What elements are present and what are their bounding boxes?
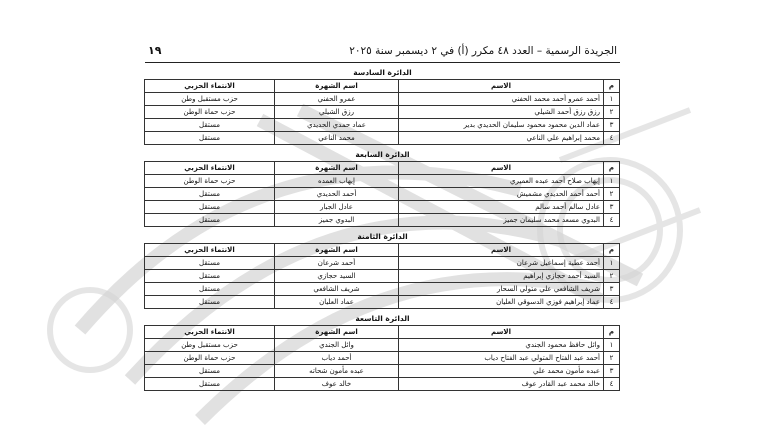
cell-name: إيهاب صلاح أحمد عبده العميري <box>399 175 604 188</box>
cell-number: ٣ <box>604 119 620 132</box>
cell-name: أحمد عمرو أحمد محمد الحفني <box>399 93 604 106</box>
table-row <box>145 283 620 296</box>
table-row <box>145 270 620 283</box>
cell-name: وائل حافظ محمود الجندي <box>399 339 604 352</box>
cell-name: عبده مأمون محمد علي <box>399 365 604 378</box>
cell-name: البدوي مسعد محمد سليمان جميز <box>399 214 604 227</box>
col-header-num: م <box>604 326 620 339</box>
cell-fame-name: إيهاب العمده <box>275 175 399 188</box>
cell-fame-name: محمد الناعي <box>275 132 399 145</box>
table-row <box>145 378 620 391</box>
table-row <box>145 257 620 270</box>
sections-container <box>145 66 620 391</box>
col-header-party: الانتماء الحزبي <box>145 162 275 175</box>
page-header <box>145 44 620 60</box>
col-header-fame: اسم الشهرة <box>275 162 399 175</box>
col-header-fame: اسم الشهرة <box>275 326 399 339</box>
district-title: الدائرة التاسعة <box>355 314 410 323</box>
district-title: الدائرة السابعة <box>355 150 410 159</box>
col-header-fame: اسم الشهرة <box>275 80 399 93</box>
district-title: الدائرة السادسة <box>353 68 412 77</box>
cell-number: ٤ <box>604 296 620 309</box>
cell-name: السيد أحمد حجازي إبراهيم <box>399 270 604 283</box>
col-header-party: الانتماء الحزبي <box>145 80 275 93</box>
table-row <box>145 214 620 227</box>
cell-party: حزب مستقبل وطن <box>145 93 275 106</box>
cell-fame-name: شريف الشافعي <box>275 283 399 296</box>
cell-name: شريف الشافعي علي متولي السحار <box>399 283 604 296</box>
cell-name: خالد محمد عبد القادر عوف <box>399 378 604 391</box>
cell-name: عماد إبراهيم فوزي الدسوقي العليان <box>399 296 604 309</box>
cell-fame-name: البدوي جميز <box>275 214 399 227</box>
col-header-party: الانتماء الحزبي <box>145 244 275 257</box>
candidates-table <box>144 161 620 227</box>
cell-number: ١ <box>604 339 620 352</box>
col-header-num: م <box>604 244 620 257</box>
cell-party: مستقل <box>145 270 275 283</box>
table-row <box>145 201 620 214</box>
cell-number: ٢ <box>604 352 620 365</box>
cell-number: ٤ <box>604 132 620 145</box>
cell-name: عادل سالم أحمد سالم <box>399 201 604 214</box>
cell-party: مستقل <box>145 365 275 378</box>
table-row <box>145 188 620 201</box>
cell-fame-name: عبده مأمون شحاته <box>275 365 399 378</box>
cell-party: حزب حماة الوطن <box>145 175 275 188</box>
col-header-name: الاسم <box>399 326 604 339</box>
page-number: ١٩ <box>148 44 162 57</box>
cell-fame-name: عمرو الحفني <box>275 93 399 106</box>
table-row <box>145 296 620 309</box>
cell-number: ١ <box>604 175 620 188</box>
col-header-num: م <box>604 80 620 93</box>
cell-fame-name: رزق الشيلي <box>275 106 399 119</box>
cell-party: مستقل <box>145 188 275 201</box>
cell-name: أحمد عطية إسماعيل شرعان <box>399 257 604 270</box>
cell-number: ٤ <box>604 378 620 391</box>
col-header-fame: اسم الشهرة <box>275 244 399 257</box>
cell-number: ٤ <box>604 214 620 227</box>
cell-name: أحمد عبد الفتاح المتولي عبد الفتاح دياب <box>399 352 604 365</box>
cell-party: مستقل <box>145 257 275 270</box>
table-header-row <box>145 162 620 175</box>
cell-number: ٢ <box>604 188 620 201</box>
cell-party: حزب حماة الوطن <box>145 106 275 119</box>
table-row <box>145 106 620 119</box>
table-row <box>145 119 620 132</box>
gazette-page <box>145 44 620 391</box>
cell-party: مستقل <box>145 119 275 132</box>
cell-party: مستقل <box>145 214 275 227</box>
cell-name: أحمد أحمد الحديدي مشميش <box>399 188 604 201</box>
table-row <box>145 352 620 365</box>
table-row <box>145 132 620 145</box>
cell-party: حزب حماة الوطن <box>145 352 275 365</box>
col-header-num: م <box>604 162 620 175</box>
cell-name: عماد الدين محمود محمود سليمان الحديدي بدير <box>399 119 604 132</box>
cell-fame-name: وائل الجندي <box>275 339 399 352</box>
cell-fame-name: أحمد دياب <box>275 352 399 365</box>
table-row <box>145 365 620 378</box>
candidates-table <box>144 243 620 309</box>
cell-name: رزق رزق أحمد الشيلي <box>399 106 604 119</box>
table-header-row <box>145 244 620 257</box>
cell-fame-name: أحمد الحديدي <box>275 188 399 201</box>
cell-fame-name: عماد العليان <box>275 296 399 309</box>
candidates-table <box>144 79 620 145</box>
col-header-name: الاسم <box>399 80 604 93</box>
col-header-name: الاسم <box>399 162 604 175</box>
candidates-table <box>144 325 620 391</box>
cell-party: مستقل <box>145 296 275 309</box>
district-title: الدائرة الثامنة <box>357 232 408 241</box>
cell-number: ١ <box>604 257 620 270</box>
cell-party: مستقل <box>145 201 275 214</box>
header-rule <box>145 62 620 63</box>
table-header-row <box>145 80 620 93</box>
table-row <box>145 339 620 352</box>
cell-party: مستقل <box>145 283 275 296</box>
cell-number: ٢ <box>604 270 620 283</box>
col-header-party: الانتماء الحزبي <box>145 326 275 339</box>
cell-number: ٣ <box>604 201 620 214</box>
table-row <box>145 93 620 106</box>
cell-fame-name: السيد حجازي <box>275 270 399 283</box>
header-title: الجريدة الرسمية – العدد ٤٨ مكرر (أ) في ٢ ديسمبر سنة ٢٠٢٥ <box>349 45 617 57</box>
cell-number: ٣ <box>604 365 620 378</box>
cell-number: ٣ <box>604 283 620 296</box>
cell-party: مستقل <box>145 132 275 145</box>
cell-party: مستقل <box>145 378 275 391</box>
cell-number: ٢ <box>604 106 620 119</box>
cell-fame-name: عادل الجبار <box>275 201 399 214</box>
cell-number: ١ <box>604 93 620 106</box>
table-header-row <box>145 326 620 339</box>
cell-fame-name: أحمد شرعان <box>275 257 399 270</box>
cell-fame-name: خالد عوف <box>275 378 399 391</box>
cell-party: حزب مستقبل وطن <box>145 339 275 352</box>
cell-fame-name: عماد حمدي الحديدي <box>275 119 399 132</box>
col-header-name: الاسم <box>399 244 604 257</box>
cell-name: محمد إبراهيم علي الناعي <box>399 132 604 145</box>
table-row <box>145 175 620 188</box>
